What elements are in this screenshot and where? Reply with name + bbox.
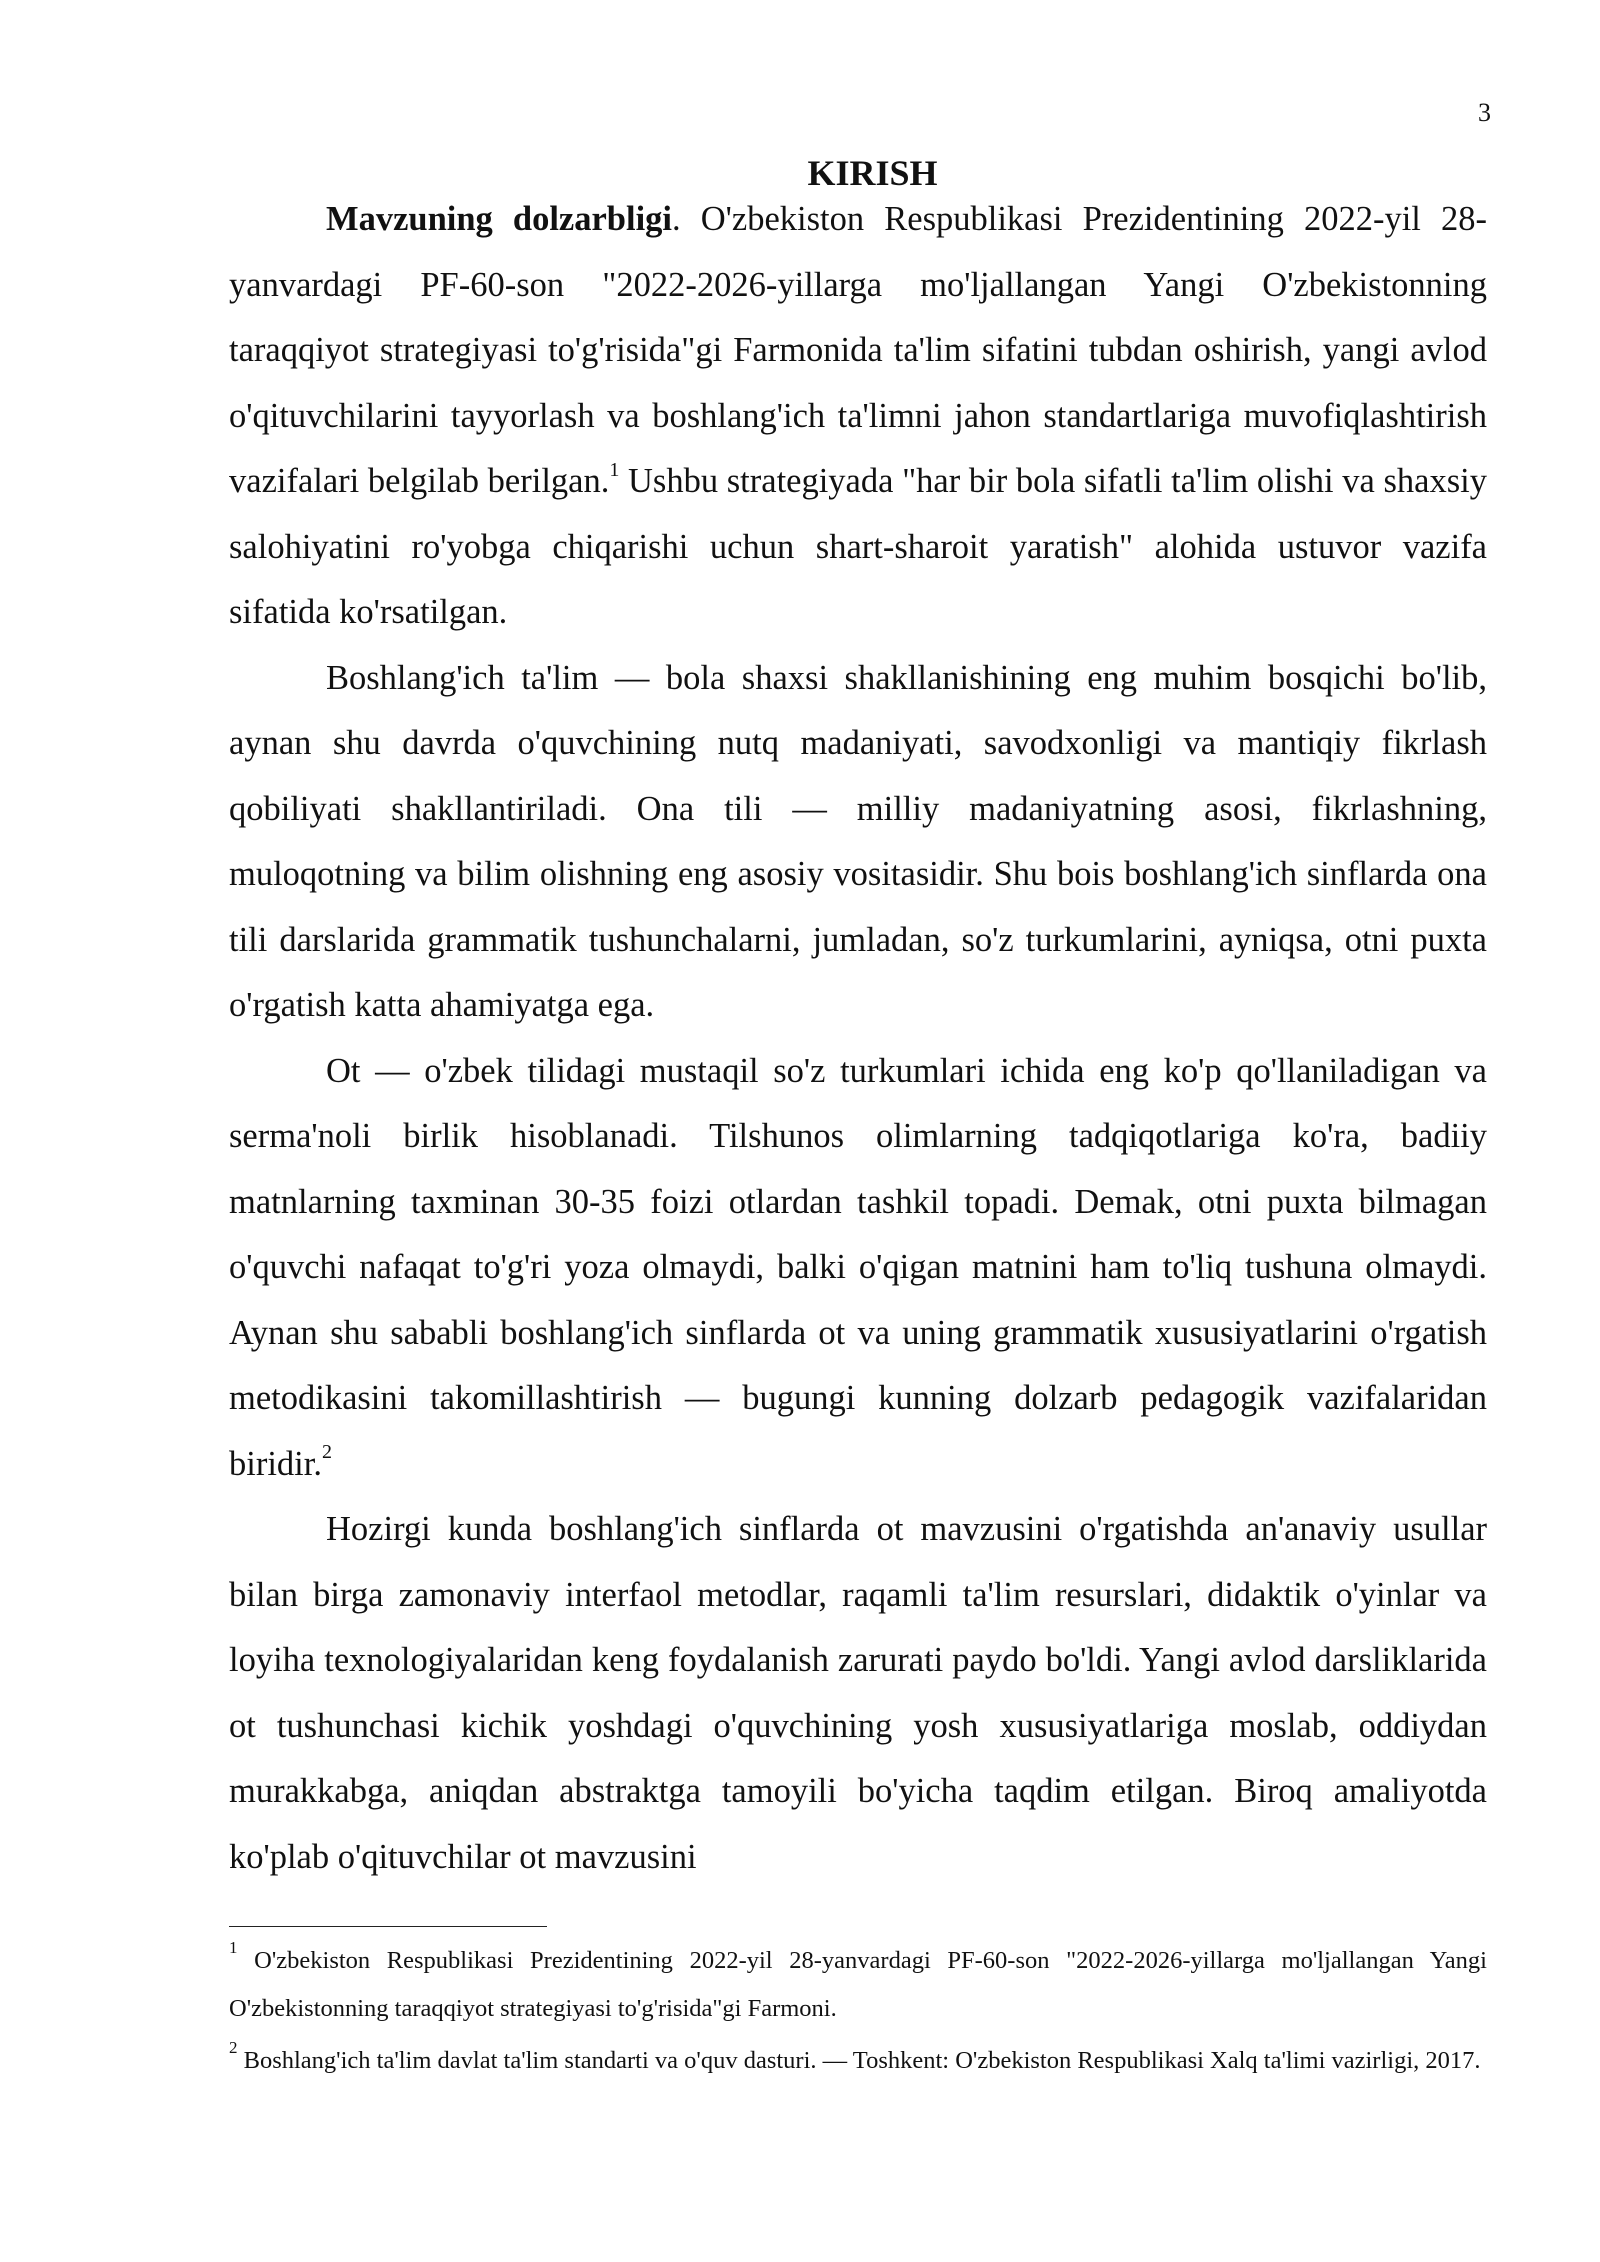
- footnote-mark: 2: [229, 2037, 238, 2057]
- footnote-reference[interactable]: 1: [609, 458, 620, 481]
- footnote-mark: 1: [229, 1937, 238, 1957]
- paragraph-text: . O'zbekiston Respublikasi Prezidentining 2022-yil 28-yanvardagi PF-60-son "2022-2026-yillarga mo'ljallangan Yangi O'zbekistonning taraqqiyot strategiyasi to'g'risida"gi Farmonida ta'lim sifatini tubdan oshirish, yangi avlod o'qituvchilarini tayyorlash va boshlang'ich ta'limni jahon standartlariga muvofiqlashtirish vazifalari belgilab berilgan.: [229, 200, 1487, 500]
- paragraph-noun: [229, 1039, 1487, 1498]
- footnote-item: [229, 2037, 1487, 2085]
- footnote-item: [229, 1937, 1487, 2033]
- footnote-reference[interactable]: 2: [321, 1441, 332, 1463]
- paragraph-primary-education: Boshlang'ich ta'lim — bola shaxsi shakllanishining eng muhim bosqichi bo'lib, aynan shu davrda o'quvchining nutq madaniyati, savodxonligi va mantiqiy fikrlash qobiliyati shakllantiriladi. Ona tili — milliy madaniyatning asosi, fikrlashning, muloqotning va bilim olishning eng asosiy vositasidir. Shu bois boshlang'ich sinflarda ona tili darslarida grammatik tushunchalarni, jumladan, so'z turkumlarini, ayniqsa, otni puxta o'rgatish katta ahamiyatga ega.: [229, 658, 1487, 1024]
- footnote-text: Boshlang'ich ta'lim davlat ta'lim standarti va o'quv dasturi. — Toshkent: O'zbekiston Respublikasi Xalq ta'limi vazirligi, 2017.: [243, 2047, 1481, 2074]
- paragraph-text: Ot — o'zbek tilidagi mustaqil so'z turkumlari ichida eng ko'p qo'llaniladigan va serma'noli birlik hisoblanadi. Tilshunos olimlarning tadqiqotlariga ko'ra, badiiy matnlarning taxminan 30-35 foizi otlardan tashkil topadi. Demak, otni puxta bilmagan o'quvchi nafaqat to'g'ri yoza olmaydi, balki o'qigan matnini ham to'liq tushuna olmaydi. Aynan shu sababli boshlang'ich sinflarda ot va uning grammatik xususiyatlarini o'rgatish metodikasini takomillashtirish — bugungi kunning dolzarb pedagogik vazifalaridan biridir.: [229, 1051, 1487, 1483]
- page-heading: KIRISH: [807, 153, 938, 193]
- body-text: [229, 187, 1487, 1890]
- footnotes: [229, 1937, 1487, 2089]
- page-number: 3: [1478, 98, 1491, 127]
- paragraph-text: Ushbu strategiyada "har bir bola sifatli ta'lim olishi va shaxsiy salohiyatini ro'yobga chiqarishi uchun shart-sharoit yaratish" alohida ustuvor vazifa sifatida ko'rsatilgan.: [229, 462, 1487, 631]
- footnote-separator: [229, 1926, 547, 1927]
- paragraph-lead: Mavzuning dolzarbligi: [326, 200, 672, 238]
- paragraph-methods: Hozirgi kunda boshlang'ich sinflarda ot mavzusini o'rgatishda an'anaviy usullar bilan birga zamonaviy interfaol metodlar, raqamli ta'lim resurslari, didaktik o'yinlar va loyiha texnologiyalaridan keng foydalanish zarurati paydo bo'ldi. Yangi avlod darsliklarida ot tushunchasi kichik yoshdagi o'quvchining yosh xususiyatlariga moslab, oddiydan murakkabga, aniqdan abstraktga tamoyili bo'yicha taqdim etilgan. Biroq amaliyotda ko'plab o'qituvchilar ot mavzusini: [229, 1510, 1487, 1876]
- footnote-text: O'zbekiston Respublikasi Prezidentining 2022-yil 28-yanvardagi PF-60-son "2022-2026-yillarga mo'ljallangan Yangi O'zbekistonning taraqqiyot strategiyasi to'g'risida"gi Farmoni.: [229, 1947, 1487, 2022]
- paragraph-relevance: [229, 187, 1487, 646]
